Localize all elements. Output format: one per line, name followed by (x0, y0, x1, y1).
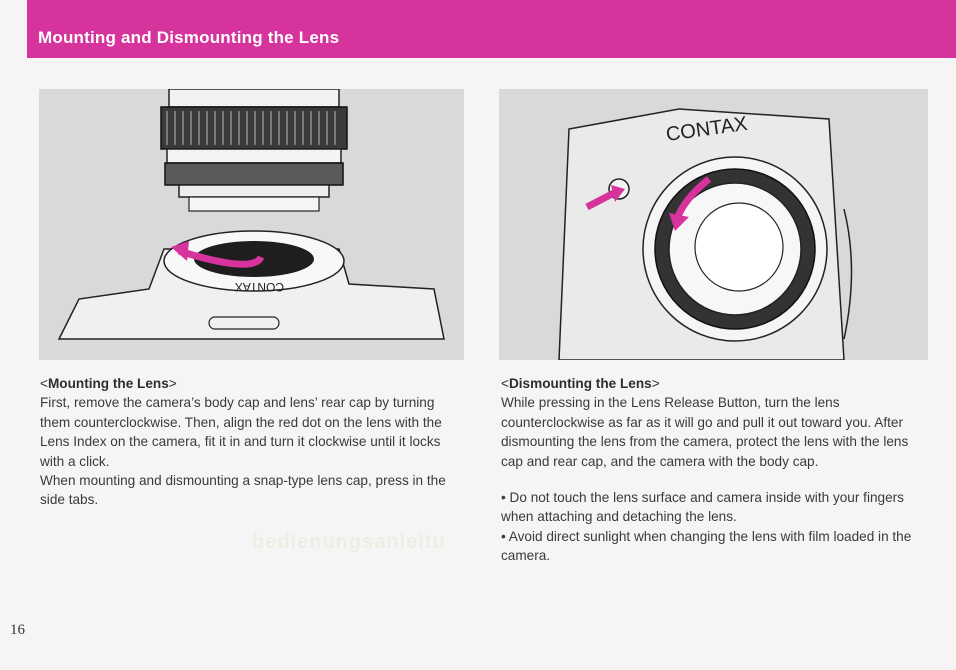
dismounting-heading: <Dismounting the Lens> (501, 376, 660, 391)
caution-item: • Avoid direct sunlight when changing the lens with film loaded in the camera. (501, 528, 912, 564)
bayonet (189, 197, 319, 211)
camera-label: CONTAX (664, 112, 749, 146)
mounting-note: When mounting and dismounting a snap-type lens cap, press in the side tabs. (40, 473, 446, 508)
mounting-illustration (39, 89, 464, 360)
dismounting-section (501, 374, 926, 566)
mounting-drawing (39, 89, 464, 360)
mounting-paragraph: First, remove the camera’s body cap and lens’ rear cap by turning them counterclockwise. Then, align the red dot on the lens with the Lens Index on the camera, fit it in and turn it clockwise until it locks with a click. (40, 395, 442, 469)
mounting-heading: <Mounting the Lens> (40, 376, 177, 391)
dismounting-drawing (499, 89, 928, 360)
mounting-section (40, 374, 465, 510)
lens-band (167, 149, 341, 163)
camera-label: CONTAX (234, 280, 284, 294)
hand-outline (844, 209, 852, 339)
lens-glass (695, 203, 783, 291)
dismounting-illustration (499, 89, 928, 360)
lens-top (169, 89, 339, 107)
page-number: 16 (10, 622, 25, 638)
caution-list (501, 488, 926, 566)
watermark: bedienungsanleitu (252, 531, 446, 553)
page-title: Mounting and Dismounting the Lens (38, 28, 340, 47)
dismounting-paragraph: While pressing in the Lens Release Button, turn the lens counterclockwise as far as it will go and pull it out toward you. After dismounting the lens from the camera, protect the lens with the lens cap and rear cap, and the camera with the body cap. (501, 395, 909, 469)
caution-item: • Do not touch the lens surface and camera inside with your fingers when attaching and detaching the lens. (501, 490, 904, 525)
lens-mount (179, 185, 329, 197)
aperture-ring (165, 163, 343, 185)
header-bar (27, 0, 956, 58)
